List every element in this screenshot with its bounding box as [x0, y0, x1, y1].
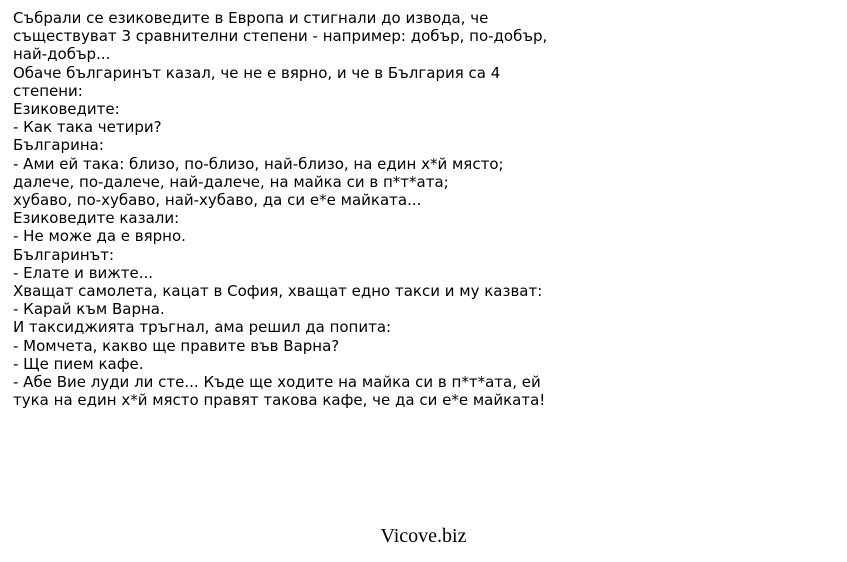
joke-line: съществуват 3 сравнителни степени - например: добър, по-добър,: [13, 27, 548, 46]
site-footer-label: Vicove.biz: [380, 525, 467, 547]
joke-line: Хващат самолета, кацат в София, хващат едно такси и му казват:: [13, 282, 543, 301]
joke-line: Събрали се езиковедите в Европа и стигнали до извода, че: [13, 9, 489, 27]
joke-line: - Карай към Варна.: [13, 300, 165, 319]
joke-line: - Как така четири?: [13, 118, 162, 137]
joke-line: - Абе Вие луди ли сте... Къде ще ходите на майка си в п*т*ата, ей: [13, 373, 541, 392]
joke-line: - Ще пием кафе.: [13, 354, 144, 373]
joke-line: Българина:: [13, 136, 104, 155]
joke-line: И таксиджията тръгнал, ама решил да попита:: [13, 318, 392, 337]
joke-line: тука на един х*й място правят такова кафе, че да си е*е майката!: [13, 391, 546, 410]
joke-line: Обаче българинът казал, че не е вярно, и че в България са 4: [13, 63, 501, 82]
joke-line: - Момчета, какво ще правите във Варна?: [13, 336, 340, 355]
joke-line: Българинът:: [13, 245, 115, 264]
joke-line: Езиковедите казали:: [13, 209, 180, 228]
joke-line: хубаво, по-хубаво, най-хубаво, да си е*е майката...: [13, 191, 422, 210]
joke-line: далече, по-далече, най-далече, на майка си в п*т*ата;: [13, 172, 449, 191]
joke-line: - Елате и вижте...: [13, 263, 154, 282]
joke-line: Езиковедите:: [13, 100, 120, 119]
joke-line: - Не може да е вярно.: [13, 227, 186, 246]
joke-text: [13, 9, 613, 409]
joke-line: степени:: [13, 81, 83, 100]
joke-line: най-добър...: [13, 45, 111, 64]
joke-line: - Ами ей така: близо, по-близо, най-близо, на един х*й място;: [13, 154, 504, 173]
